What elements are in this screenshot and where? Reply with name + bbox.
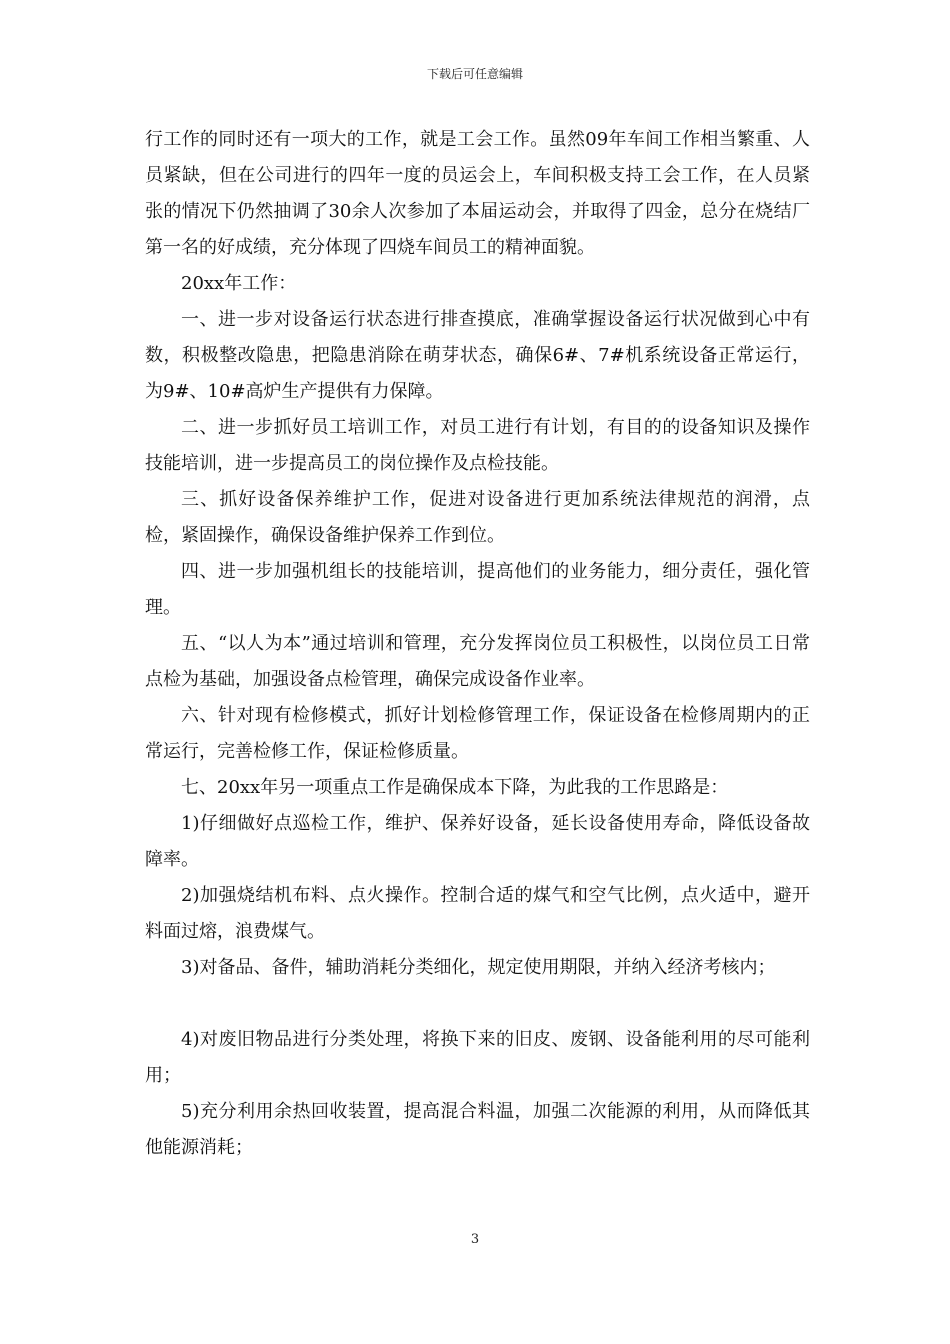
paragraph-subitem-3: 3)对备品、备件，辅助消耗分类细化，规定使用期限，并纳入经济考核内； xyxy=(181,957,776,978)
paragraph-item-6: 六、针对现有检修模式，抓好计划检修管理工作，保证设备在检修周期内的正常运行，完善检修工作，保证检修质量。 xyxy=(145,705,810,762)
paragraph-subitem-2: 2)加强烧结机布料、点火操作。控制合适的煤气和空气比例，点火适中，避开料面过熔，浪费煤气。 xyxy=(145,885,810,942)
paragraph-subitem-4: 4)对废旧物品进行分类处理，将换下来的旧皮、废钢、设备能利用的尽可能利用； xyxy=(145,1029,810,1086)
paragraph-year-work-heading: 20xx年工作： xyxy=(181,273,297,294)
paragraph-item-4: 四、进一步加强机组长的技能培训，提高他们的业务能力，细分责任，强化管理。 xyxy=(145,561,810,618)
paragraph-item-2: 二、进一步抓好员工培训工作，对员工进行有计划，有目的的设备知识及操作技能培训，进一步提高员工的岗位操作及点检技能。 xyxy=(145,417,810,474)
paragraph-item-1: 一、进一步对设备运行状态进行排查摸底，准确掌握设备运行状况做到心中有数，积极整改隐患，把隐患消除在萌芽状态，确保6#、7#机系统设备正常运行，为9#、10#高炉生产提供有力保障。 xyxy=(145,309,810,402)
paragraph-item-5: 五、“以人为本”通过培训和管理，充分发挥岗位员工积极性，以岗位员工日常点检为基础，加强设备点检管理，确保完成设备作业率。 xyxy=(145,633,810,690)
page-header: 下载后可任意编辑 xyxy=(426,67,523,81)
paragraph-subitem-5: 5)充分利用余热回收装置，提高混合料温，加强二次能源的利用，从而降低其他能源消耗； xyxy=(145,1101,810,1158)
paragraph-subitem-1: 1)仔细做好点巡检工作，维护、保养好设备，延长设备使用寿命，降低设备故障率。 xyxy=(145,813,810,870)
page-number: 3 xyxy=(470,1232,480,1247)
document-body xyxy=(145,122,810,1166)
paragraph-union-work: 行工作的同时还有一项大的工作，就是工会工作。虽然09年车间工作相当繁重、人员紧缺，但在公司进行的四年一度的员运会上，车间积极支持工会工作，在人员紧张的情况下仍然抽调了30余人次参加了本届运动会，并取得了四金，总分在烧结厂第一名的好成绩，充分体现了四烧车间员工的精神面貌。 xyxy=(145,129,810,258)
paragraph-item-7: 七、20xx年另一项重点工作是确保成本下降，为此我的工作思路是： xyxy=(181,777,729,798)
paragraph-item-3: 三、抓好设备保养维护工作，促进对设备进行更加系统法律规范的润滑，点检，紧固操作，确保设备维护保养工作到位。 xyxy=(145,489,810,546)
